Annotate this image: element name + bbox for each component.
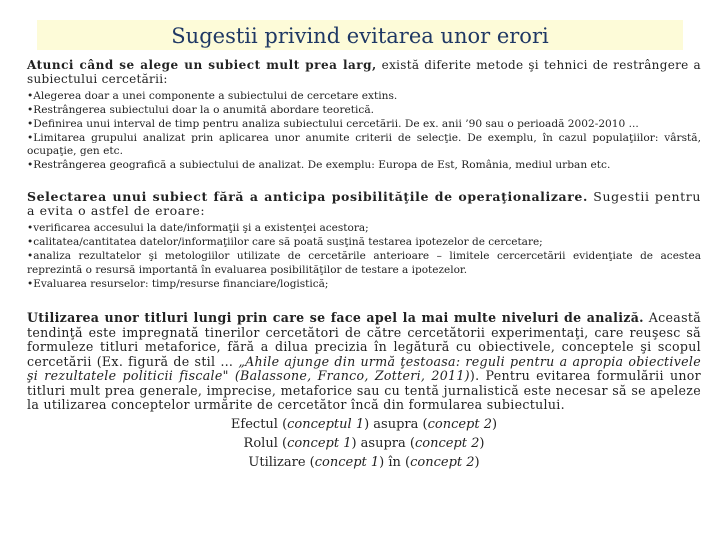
example-text: ) asupra (	[364, 416, 428, 432]
example-text: Efectul (	[230, 416, 288, 432]
section-3-italic-example: „Ahile ajunge din urmă ţestoasa: reguli pentru a apropia obiectivele şi rezultatele politicii fiscale" (Balassone, Franco, Zotteri, 2011)	[27, 353, 701, 383]
list-item: •Restrângerea geografică a subiectului de analizat. De exemplu: Europa de Est, România, mediul urban etc.	[27, 159, 611, 171]
section-2-lead: Selectarea unui subiect fără a anticipa posibilităţile de operaţionalizare.	[27, 189, 588, 204]
list-item: •analiza rezultatelor şi metologiilor utilizate de cercetările anterioare – limitele cercercetării evidenţiate de acestea reprezintă o resursă importantă în evaluarea posibilităţilor de testare a ipotezelor.	[27, 250, 701, 276]
example-line	[27, 453, 701, 472]
list-item: •Alegerea doar a unei componente a subiectului de cercetare extins.	[27, 90, 398, 102]
list-item: •Restrângerea subiectului doar la o anumită abordare teoretică.	[27, 104, 375, 116]
section-1-intro	[27, 58, 701, 86]
example-text: ) în (	[379, 454, 411, 470]
list-item: •Evaluarea resurselor: timp/resurse financiare/logistică;	[27, 278, 329, 290]
example-concept: conceptul 1	[287, 416, 365, 432]
example-text: ) asupra (	[351, 435, 415, 451]
list-item: •calitatea/cantitatea datelor/informaţiilor care să poată susţină testarea ipotezelor de cercetare;	[27, 236, 543, 248]
list-item: •verificarea accesului la date/informaţii şi a existenţei acestora;	[27, 222, 369, 234]
example-concept: concept 2	[427, 416, 492, 432]
page-title: Sugestii privind evitarea unor erori	[171, 24, 549, 48]
example-concept: concept 2	[410, 454, 475, 470]
section-3-paragraph	[27, 311, 701, 413]
list-item: •Limitarea grupului analizat prin aplicarea unor anumite criterii de selecţie. De exemplu, în cazul populaţiilor: vârstă, ocupaţie, gen etc.	[27, 132, 701, 157]
section-1-rest: există diferite metode şi tehnici de restrângere a subiectului cercetării:	[27, 58, 701, 86]
list-item: •Definirea unui interval de timp pentru analiza subiectului cercetării. De ex. anii ’90 sau o perioadă 2002-2010 ...	[27, 118, 639, 130]
example-line	[27, 434, 701, 453]
title-examples	[27, 415, 701, 472]
example-text: Utilizare (	[248, 454, 315, 470]
example-text: )	[492, 416, 498, 432]
section-3-lead: Utilizarea unor titluri lungi prin care se face apel la mai multe niveluri de analiză.	[27, 310, 644, 325]
example-line	[27, 415, 701, 434]
section-2-bullets	[27, 221, 701, 291]
section-3-text-a: Această tendinţă este impregnată tinerilor cercetători de către cercetătorii experimentaţi, care reuşesc să formuleze titluri metaforice, fără a dilua precizia în legătură cu obiectivele, conceptele şi scopul cercetării (Ex. figură de stil …	[27, 310, 701, 369]
section-3-text-b: ). Pentru evitarea formulării unor titluri mult prea generale, imprecise, metaforice sau cu tentă jurnalistică este necesar să se apeleze la utilizarea conceptelor urmărite de cercetător încă din formularea subiectului.	[27, 368, 701, 412]
section-2-intro	[27, 190, 701, 218]
example-concept: concept 2	[414, 435, 480, 451]
section-1-lead: Atunci când se alege un subiect mult prea larg,	[27, 58, 377, 72]
example-text: )	[474, 454, 480, 470]
section-2-rest: Sugestii pentru a evita o astfel de eroare:	[27, 189, 701, 218]
example-text: )	[479, 435, 485, 451]
example-concept: concept 1	[287, 435, 352, 451]
example-concept: concept 1	[314, 454, 380, 470]
section-1-bullets	[27, 90, 701, 172]
slide-content	[27, 58, 701, 472]
example-text: Rolul (	[243, 435, 288, 451]
